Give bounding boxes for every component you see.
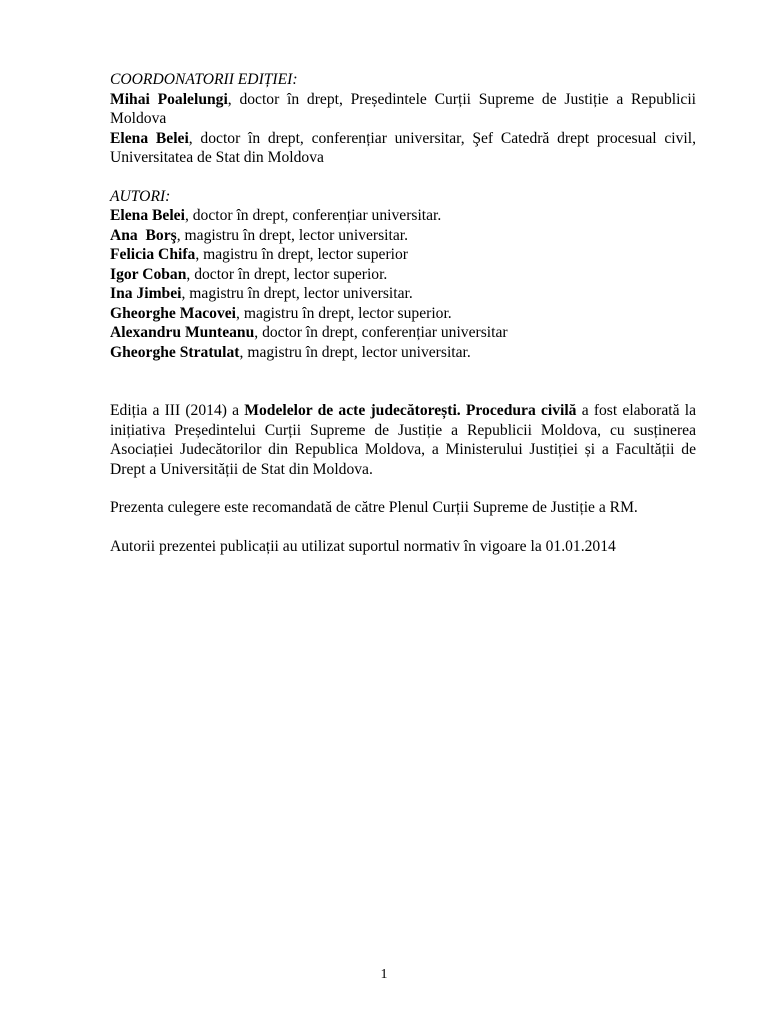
author-description: , magistru în drept, lector universitar. <box>181 285 413 302</box>
author-description: , doctor în drept, lector superior. <box>186 265 388 283</box>
author-entry <box>110 226 696 246</box>
edition-paragraph <box>110 401 696 479</box>
author-description: , doctor în drept, conferențiar universitar. <box>184 207 442 224</box>
author-name: Elena Belei <box>110 207 185 224</box>
authors-list <box>110 206 696 362</box>
author-name: Ana Borş <box>110 226 177 244</box>
coordinator-entry <box>110 90 696 129</box>
coordinator-entry <box>110 129 696 168</box>
author-description: , doctor în drept, conferențiar universitar <box>254 324 508 341</box>
author-name: Gheorghe Macovei <box>110 304 237 322</box>
coordinator-name: Mihai Poalelungi <box>110 90 228 108</box>
author-entry <box>110 304 696 324</box>
coordinator-name: Elena Belei <box>110 129 189 147</box>
author-entry <box>110 245 696 265</box>
page-number: 1 <box>380 967 388 982</box>
author-description: , magistru în drept, lector universitar. <box>239 343 471 361</box>
author-entry <box>110 206 696 226</box>
author-description: , magistru în drept, lector superior. <box>236 304 452 322</box>
author-description: , magistru în drept, lector universitar. <box>176 226 408 244</box>
edition-text-end: a fost elaborată la inițiativa Președintelui Curții Supreme de Justiție a Republicii Moldova, cu susținerea Asociației Judecătorilor din Republica Moldova, a Ministerului Justiției și a Facultății de Drept a Universității de Stat din Moldova. <box>110 402 697 478</box>
recommendation-paragraph: Prezenta culegere este recomandată de către Plenul Curții Supreme de Justiție a RM. <box>110 499 638 516</box>
coordinator-description: , doctor în drept, Președintele Curții Supreme de Justiție a Republicii Moldova <box>110 90 696 127</box>
authors-heading: AUTORI: <box>110 187 171 205</box>
author-entry <box>110 343 696 363</box>
coordinator-description: , doctor în drept, conferențiar universitar, Şef Catedră drept procesual civil, Universitatea de Stat din Moldova <box>110 129 696 166</box>
author-name: Igor Coban <box>110 265 187 283</box>
normative-paragraph: Autorii prezentei publicații au utilizat suportul normativ în vigoare la 01.01.2014 <box>110 537 616 555</box>
author-name: Ina Jimbei <box>110 285 182 302</box>
author-name: Alexandru Munteanu <box>110 324 255 341</box>
document-page <box>110 70 696 556</box>
author-entry <box>110 284 696 304</box>
author-entry <box>110 265 696 285</box>
author-name: Felicia Chifa <box>110 246 196 263</box>
edition-text-start: Ediția a III (2014) a <box>110 402 245 419</box>
coordinators-heading: COORDONATORII EDIȚIEI: <box>110 71 298 88</box>
author-description: , magistru în drept, lector superior <box>195 246 408 263</box>
author-entry <box>110 323 696 343</box>
edition-book-title: Modelelor de acte judecătorești. Procedura civilă <box>244 402 577 419</box>
author-name: Gheorghe Stratulat <box>110 343 240 361</box>
